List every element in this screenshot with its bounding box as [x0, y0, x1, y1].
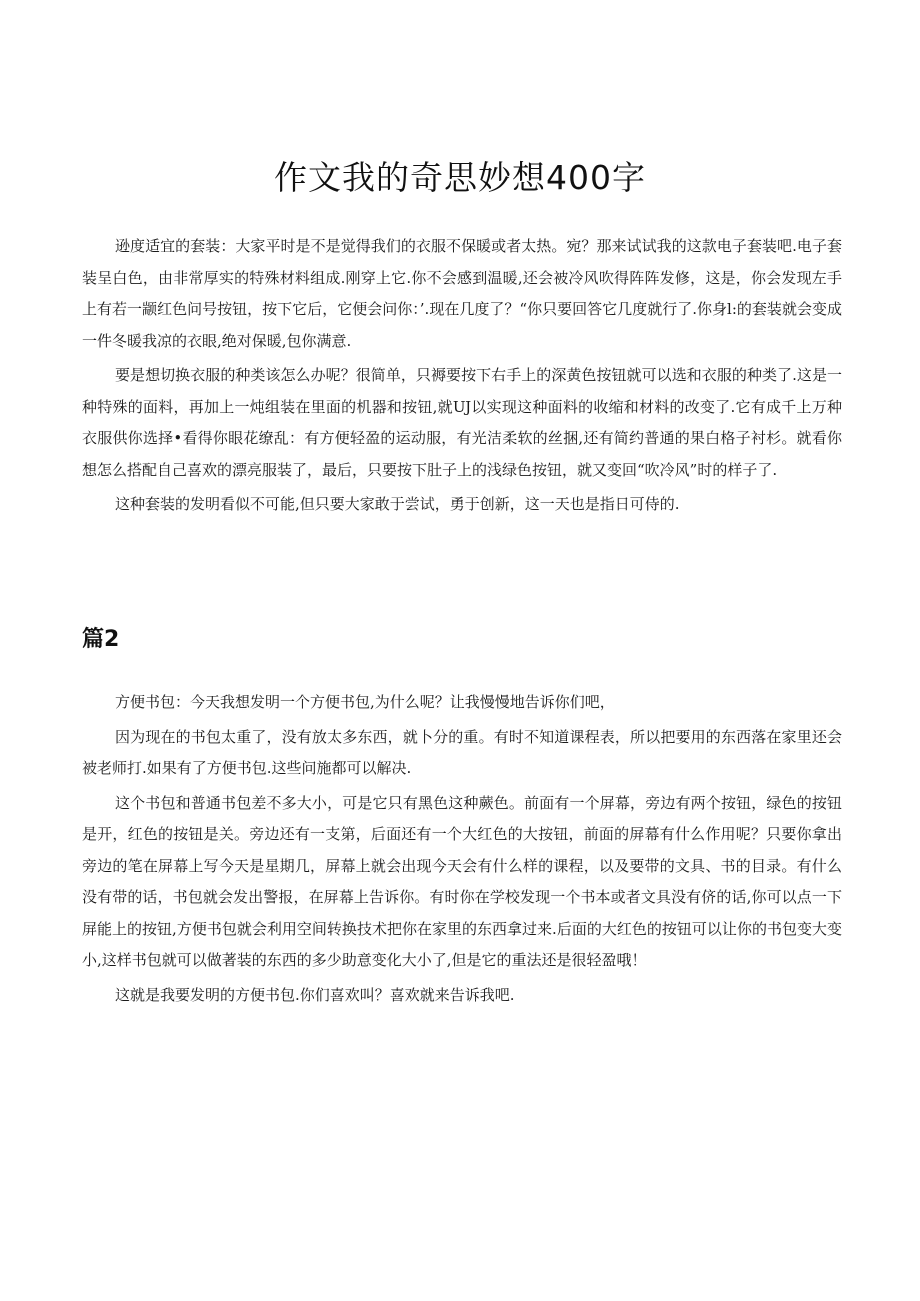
essay-section-1: [82, 231, 842, 524]
paragraph: 逊度适宜的套装：大家平时是不是觉得我们的衣服不保暖或者太热。宛？那来试试我的这款电子套装吧.电子套装呈白色，由非常厚实的特殊材料组成.刚穿上它.你不会感到温暖,还会被冷风吹得阵阵发修，这是，你会发现左手上有若一颛红色问号按钮，按下它后，它便会问你：’.现在几度了？“你只要回答它几度就行了.你身l:的套装就会变成一件冬暖我凉的衣眼,绝对保暖,包你满意.: [82, 237, 842, 350]
paragraph: 因为现在的书包太重了，没有放太多东西，就卜分的重。有时不知道课程表，所以把要用的东西落在家里还会被老师打.如果有了方便书包.这些问施都可以解决.: [82, 727, 842, 777]
paragraph: 这个书包和普通书包差不多大小，可是它只有黑色这种蕨色。前面有一个屏幕，旁边有两个按钮，绿色的按钮是开，红色的按钮是关。旁边还有一支第，后面还有一个大红色的大按钮，前面的屏幕有什么作用呢？只要你拿出旁边的笔在屏幕上写今天是星期几，屏幕上就会出现今天会有什么样的课程，以及要带的文具、书的目录。有什么没有带的话，书包就会发出警报，在屏幕上告诉你。有时你在学校发现一个书本或者文具没有侪的话,你可以点一下屏能上的按钮,方便书包就会利用空间转换技术把你在家里的东西拿过来.后面的大红色的按钮可以让你的书包变大变小,这样书包就可以做著装的东西的多少助意变化大小了,但是它的重法还是很轻盈哦！: [82, 793, 842, 969]
paragraph: 要是想切换衣服的种类该怎么办呢？很简单，只褥要按下右手上的深黄色按钮就可以选和衣服的种类了.这是一种特殊的面料，再加上一炖组装在里面的机器和按钮,就UJ以实现这种面料的收缩和材料的改变了.它有成千上万种衣服供你选择•看得你眼花缭乱：有方便轻盈的运动服，有光洁柔软的丝捆,还有简约普通的果白格子衬杉。就看你想怎么搭配自己喜欢的漂亮服装了，最后，只要按下肚子上的浅绿色按钮，就又变回“吹冷风”时的样子了.: [82, 366, 842, 479]
paragraph: 方便书包：今天我想发明一个方便书包,为什么呢？让我慢慢地告诉你们吧，: [115, 693, 615, 711]
essay-section-2: [82, 687, 842, 1014]
page-title: 作文我的奇思妙想400字: [274, 158, 646, 197]
paragraph: 这种套装的发明看似不可能,但只要大家敢于尝试，勇于创新，这一天也是指日可侍的.: [115, 495, 680, 513]
section-heading: 篇2: [82, 627, 120, 652]
paragraph: 这就是我要发明的方便书包.你们喜欢叫？喜欢就来告诉我吧.: [115, 985, 515, 1004]
